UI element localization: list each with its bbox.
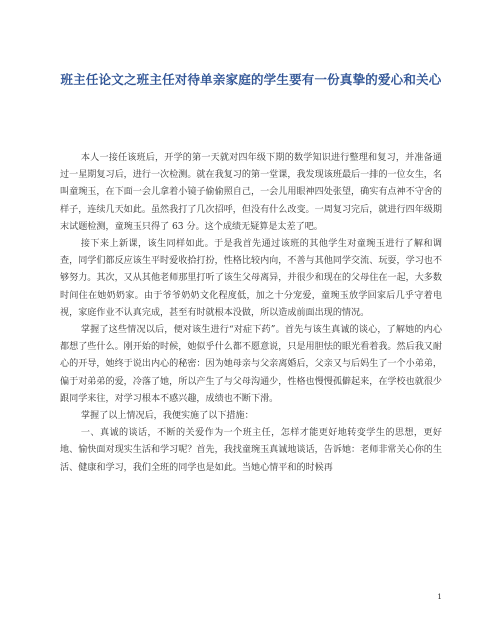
document-title: 班主任论文之班主任对待单亲家庭的学生要有一份真挚的爱心和关心 xyxy=(60,72,442,87)
paragraph: 接下来上新课，该生同样如此。于是我首先通过该班的其他学生对童琬玉进行了解和调查，同学们都反应该生平时爱收拾打扮，性格比较内向，不善与其他同学交流、玩耍，学习也不够努力。其次，又从其他老师那里打听了该生父母离异，并很少和现在的父母住在一起，大多数时间住在她奶奶家。由于爷爷奶奶文化程度低，加之十分宠爱，童琬玉放学回家后几乎守着电视，家庭作业不认真完成，甚至有时就根本没做，所以造成前面出现的情况。 xyxy=(60,239,442,318)
paragraph: 本人一接任该班后，开学的第一天就对四年级下期的数学知识进行整理和复习，并准备通过一星期复习后，进行一次检测。就在我复习的第一堂课，我发现该班最后一排的一位女生，名叫童琬玉，在下面一会儿拿着小镜子偷偷照自己，一会儿用眼神四处张望，确实有点神不守舍的样子，连续几天如此。虽然我打了几次招呼，但没有什么改变。一周复习完后，就进行四年级期末试题检测，童琬玉只得了 63 分。这个成绩无疑算是太差了吧。 xyxy=(60,153,442,232)
document-body xyxy=(60,150,442,477)
page-number: 1 xyxy=(437,592,442,601)
paragraph: 掌握了以上情况后，我便实施了以下措施： xyxy=(80,411,254,422)
paragraph: 掌握了这些情况以后，便对该生进行“对症下药”。首先与该生真诚的谈心，了解她的内心都想了些什么。刚开始的时候，她似乎什么都不愿意说，只是用胆怯的眼光看着我。然后我又耐心的开导，她终于说出内心的秘密：因为她母亲与父亲离婚后，父亲又与后妈生了一个小弟弟，偏于对弟弟的爱，冷落了她，所以产生了与父母沟通少，性格也慢慢孤僻起来，在学校也就很少跟同学来往，对学习根本不感兴趣，成绩也不断下滑。 xyxy=(60,325,442,404)
paragraph: 一、真诚的谈话，不断的关爱作为一个班主任，怎样才能更好地转变学生的思想，更好地、愉快面对现实生活和学习呢？首先，我找童琬玉真诚地谈话，告诉她：老师非常关心你的生活、健康和学习，我们全班的同学也是如此。当她心情平和的时候再 xyxy=(60,428,442,473)
